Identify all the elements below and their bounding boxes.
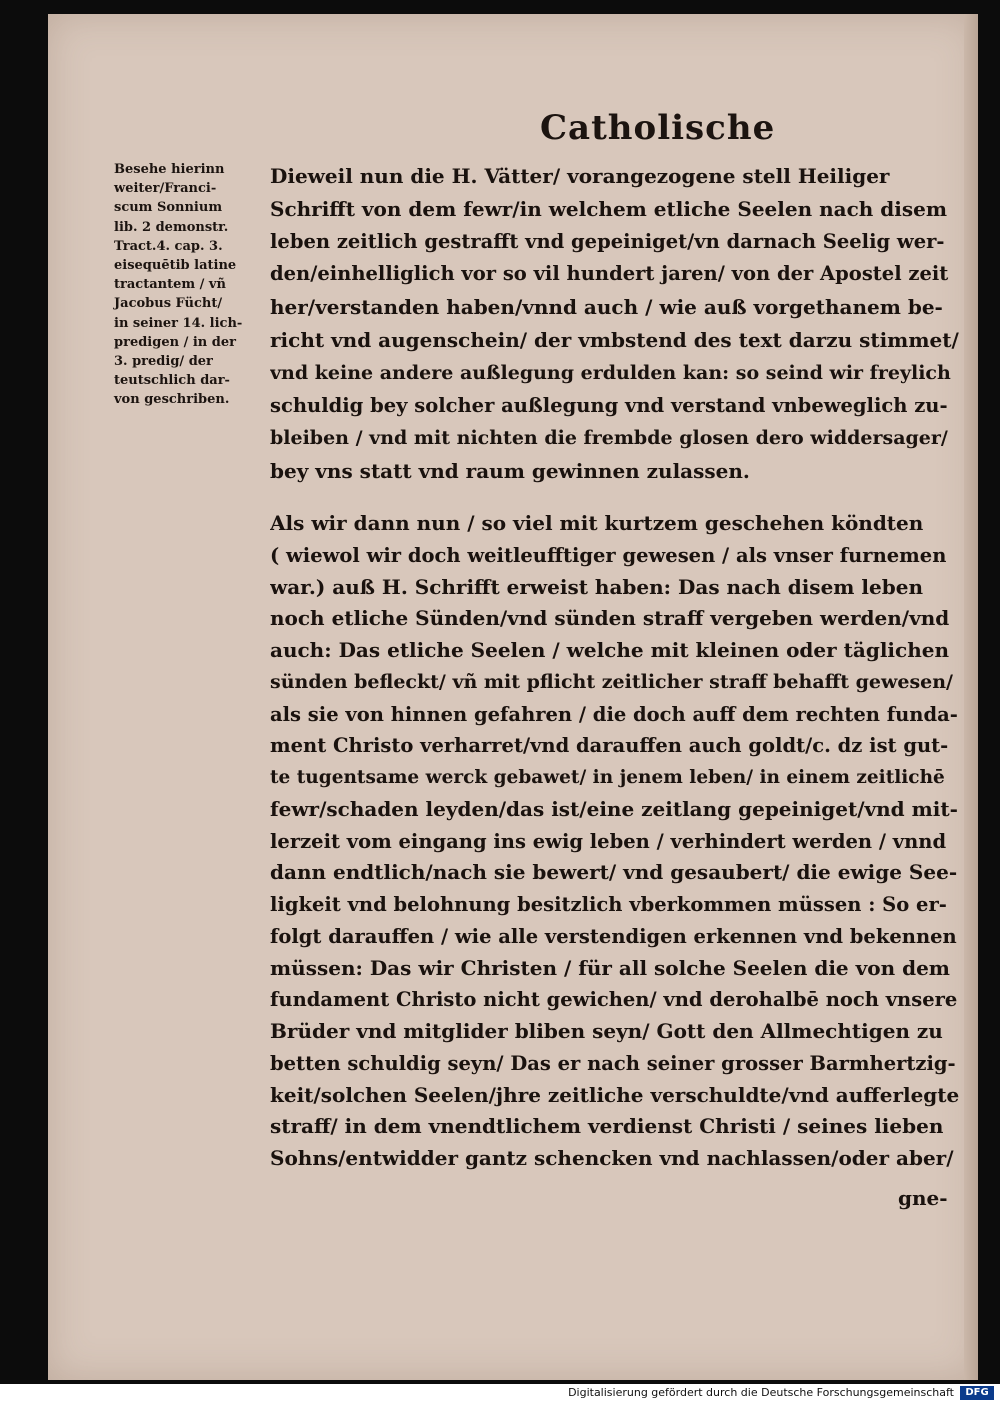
text-line: leben zeitlich gestrafft vnd gepeiniget/vn darnach Seelig wer- [270, 229, 945, 253]
catchword: gne- [898, 1186, 948, 1210]
text-line: sünden befleckt/ vñ mit pflicht zeitlicher straff behafft gewesen/ [270, 670, 953, 693]
text-line: als sie von hinnen gefahren / die doch auff dem rechten funda- [270, 702, 958, 726]
text-line: vnd keine andere außlegung erdulden kan: so seind wir freylich [270, 361, 951, 384]
text-line: te tugentsame werck gebawet/ in jenem leben/ in einem zeitlichē [270, 767, 945, 788]
page-edge [964, 14, 978, 1380]
margin-note-line: tractantem / vñ [114, 277, 226, 293]
text-line: ment Christo verharret/vnd darauffen auch goldt/c. dz ist gut- [270, 734, 949, 758]
funding-credit: Digitalisierung gefördert durch die Deutsche Forschungsgemeinschaft [568, 1386, 954, 1399]
text-line: müssen: Das wir Christen / für all solche Seelen die von dem [270, 955, 950, 980]
margin-note [114, 160, 274, 410]
margin-note-line: Jacobus Fücht/ [114, 296, 223, 312]
margin-note-line: predigen / in der [114, 334, 236, 350]
margin-note-line: Tract.4. cap. 3. [114, 238, 223, 254]
margin-note-line: weiter/Franci- [114, 181, 217, 197]
margin-note-line: 3. predig/ der [114, 354, 213, 370]
text-line: dann endtlich/nach sie bewert/ vnd gesaubert/ die ewige See- [270, 860, 958, 885]
paragraph-2 [270, 508, 960, 1175]
text-line: her/verstanden haben/vnnd auch / wie auß vorgethanem be- [270, 295, 943, 320]
text-line: lerzeit vom eingang ins ewig leben / verhindert werden / vnnd [270, 829, 947, 853]
text-line: straff/ in dem vnendtlichem verdienst Christi / seines lieben [270, 1114, 944, 1139]
text-line: war.) auß H. Schrifft erweist haben: Das nach disem leben [270, 574, 923, 599]
text-line: den/einhelliglich vor so vil hundert jaren/ von der Apostel zeit [270, 262, 949, 286]
margin-note-line: von geschriben. [114, 392, 230, 408]
text-line: Schrifft von dem fewr/in welchem etliche Seelen nach disem [270, 196, 948, 221]
margin-note-line: in seiner 14. lich- [114, 315, 243, 331]
running-head: Catholische [540, 108, 776, 148]
text-line: fewr/schaden leyden/das ist/eine zeitlang gepeiniget/vnd mit- [270, 796, 958, 821]
text-line: betten schuldig seyn/ Das er nach seiner grosser Barmhertzig- [270, 1051, 956, 1075]
paragraph-1 [270, 160, 960, 488]
text-line: schuldig bey solcher außlegung vnd verstand vnbeweglich zu- [270, 393, 948, 417]
margin-note-line: teutschlich dar- [114, 373, 230, 389]
text-line: bey vns statt vnd raum gewinnen zulassen. [270, 459, 750, 484]
text-line: noch etliche Sünden/vnd sünden straff vergeben werden/vnd [270, 606, 950, 631]
margin-note-line: Besehe hierinn [114, 162, 225, 177]
text-line: ligkeit vnd belohnung besitzlich vberkommen müssen : So er- [270, 893, 947, 916]
text-line: ( wiewol wir doch weitleufftiger gewesen / als vnser furnemen [270, 543, 947, 567]
text-line: Brüder vnd mitglider bliben seyn/ Gott den Allmechtigen zu [270, 1019, 943, 1043]
text-line: Als wir dann nun / so viel mit kurtzem geschehen köndten [270, 511, 924, 535]
text-line: Dieweil nun die H. Vätter/ vorangezogene stell Heiliger [270, 164, 890, 188]
text-line: Sohns/entwidder gantz schencken vnd nachlassen/oder aber/ [270, 1146, 954, 1170]
text-line: fundament Christo nicht gewichen/ vnd derohalbē noch vnsere [270, 988, 958, 1012]
text-line: richt vnd augenschein/ der vmbstend des text darzu stimmet/ [270, 327, 959, 352]
margin-note-line: lib. 2 demonstr. [114, 219, 229, 235]
text-line: keit/solchen Seelen/jhre zeitliche verschuldte/vnd aufferlegte [270, 1082, 960, 1107]
text-line: folgt darauffen / wie alle verstendigen erkennen vnd bekennen [270, 924, 957, 948]
footer-bar [0, 1384, 1000, 1404]
margin-note-line: eisequētib latine [114, 258, 237, 274]
margin-note-line: scum Sonnium [114, 200, 223, 216]
dfg-logo[interactable]: DFG [960, 1386, 994, 1400]
text-line: auch: Das etliche Seelen / welche mit kleinen oder täglichen [270, 638, 950, 662]
text-line: bleiben / vnd mit nichten die frembde glosen dero widdersager/ [270, 427, 948, 450]
